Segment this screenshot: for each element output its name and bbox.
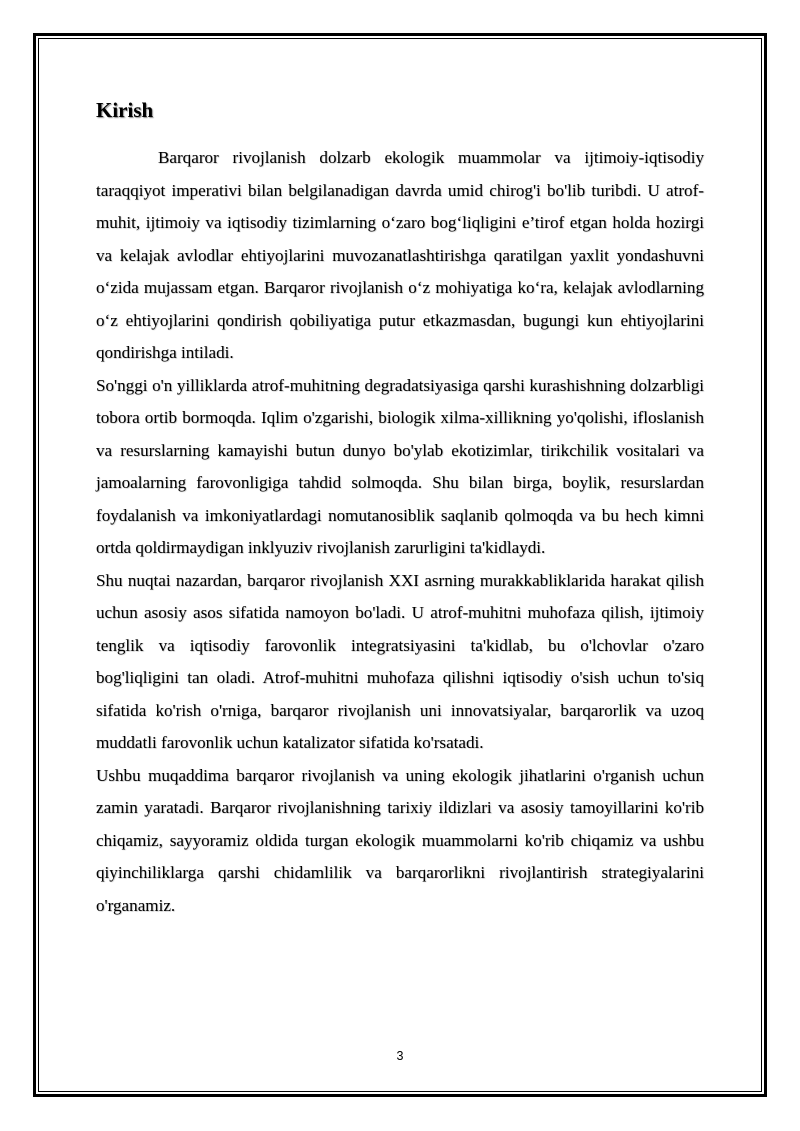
body-text bbox=[96, 142, 704, 922]
paragraph-2: So'nggi o'n yilliklarda atrof-muhitning degradatsiyasiga qarshi kurashishning dolzarbligi tobora ortib bormoqda. Iqlim o'zgarishi, biologik xilma-xillikning yo'qolishi, ifloslanish va resurslarning kamayishi butun dunyo bo'ylab ekotizimlar, tirikchilik vositalari va jamoalarning farovonligiga tahdid solmoqda. Shu bilan birga, boylik, resurslardan foydalanish va imkoniyatlardagi nomutanosiblik saqlanib qolmoqda va bu hech kimni ortda qoldirmaydigan inklyuziv rivojlanish zarurligini ta'kidlaydi. bbox=[96, 375, 704, 557]
page-number: 3 bbox=[396, 1049, 404, 1063]
paragraph-4: Ushbu muqaddima barqaror rivojlanish va uning ekologik jihatlarini o'rganish uchun zamin yaratadi. Barqaror rivojlanishning tarixiy ildizlari va asosiy tamoyillarini ko'rib chiqamiz, sayyoramiz oldida turgan ekologik muammolarni ko'rib chiqamiz va ushbu qiyinchiliklarga qarshi chidamlilik va barqarorlikni rivojlantirish strategiyalarini o'rganamiz. bbox=[96, 765, 704, 915]
paragraph-3: Shu nuqtai nazardan, barqaror rivojlanish XXI asrning murakkabliklarida harakat qilish uchun asosiy asos sifatida namoyon bo'ladi. U atrof-muhitni muhofaza qilish, ijtimoiy tenglik va iqtisodiy farovonlik integratsiyasini ta'kidlab, bu o'lchovlar o'zaro bog'liqligini tan oladi. Atrof-muhitni muhofaza qilishni iqtisodiy o'sish uchun to'siq sifatida ko'rish o'rniga, barqaror rivojlanish uni innovatsiyalar, barqarorlik va uzoq muddatli farovonlik uchun katalizator sifatida ko'rsatadi. bbox=[96, 570, 704, 752]
section-heading: Kirish bbox=[96, 98, 154, 122]
paragraph-1: Barqaror rivojlanish dolzarb ekologik muammolar va ijtimoiy-iqtisodiy taraqqiyot imperativi bilan belgilanadigan davrda umid chirog'i bo'lib turibdi. U atrof-muhit, ijtimoiy va iqtisodiy tizimlarning o‘zaro bog‘liqligini e’tirof etgan holda hozirgi va kelajak avlodlar ehtiyojlarini muvozanatlashtirishga qaratilgan yaxlit yondashuvni o‘zida mujassam etgan. Barqaror rivojlanish o‘z mohiyatiga ko‘ra, kelajak avlodlarning o‘z ehtiyojlarini qondirish qobiliyatiga putur etkazmasdan, bugungi kun ehtiyojlarini qondirishga intiladi. bbox=[96, 148, 704, 362]
